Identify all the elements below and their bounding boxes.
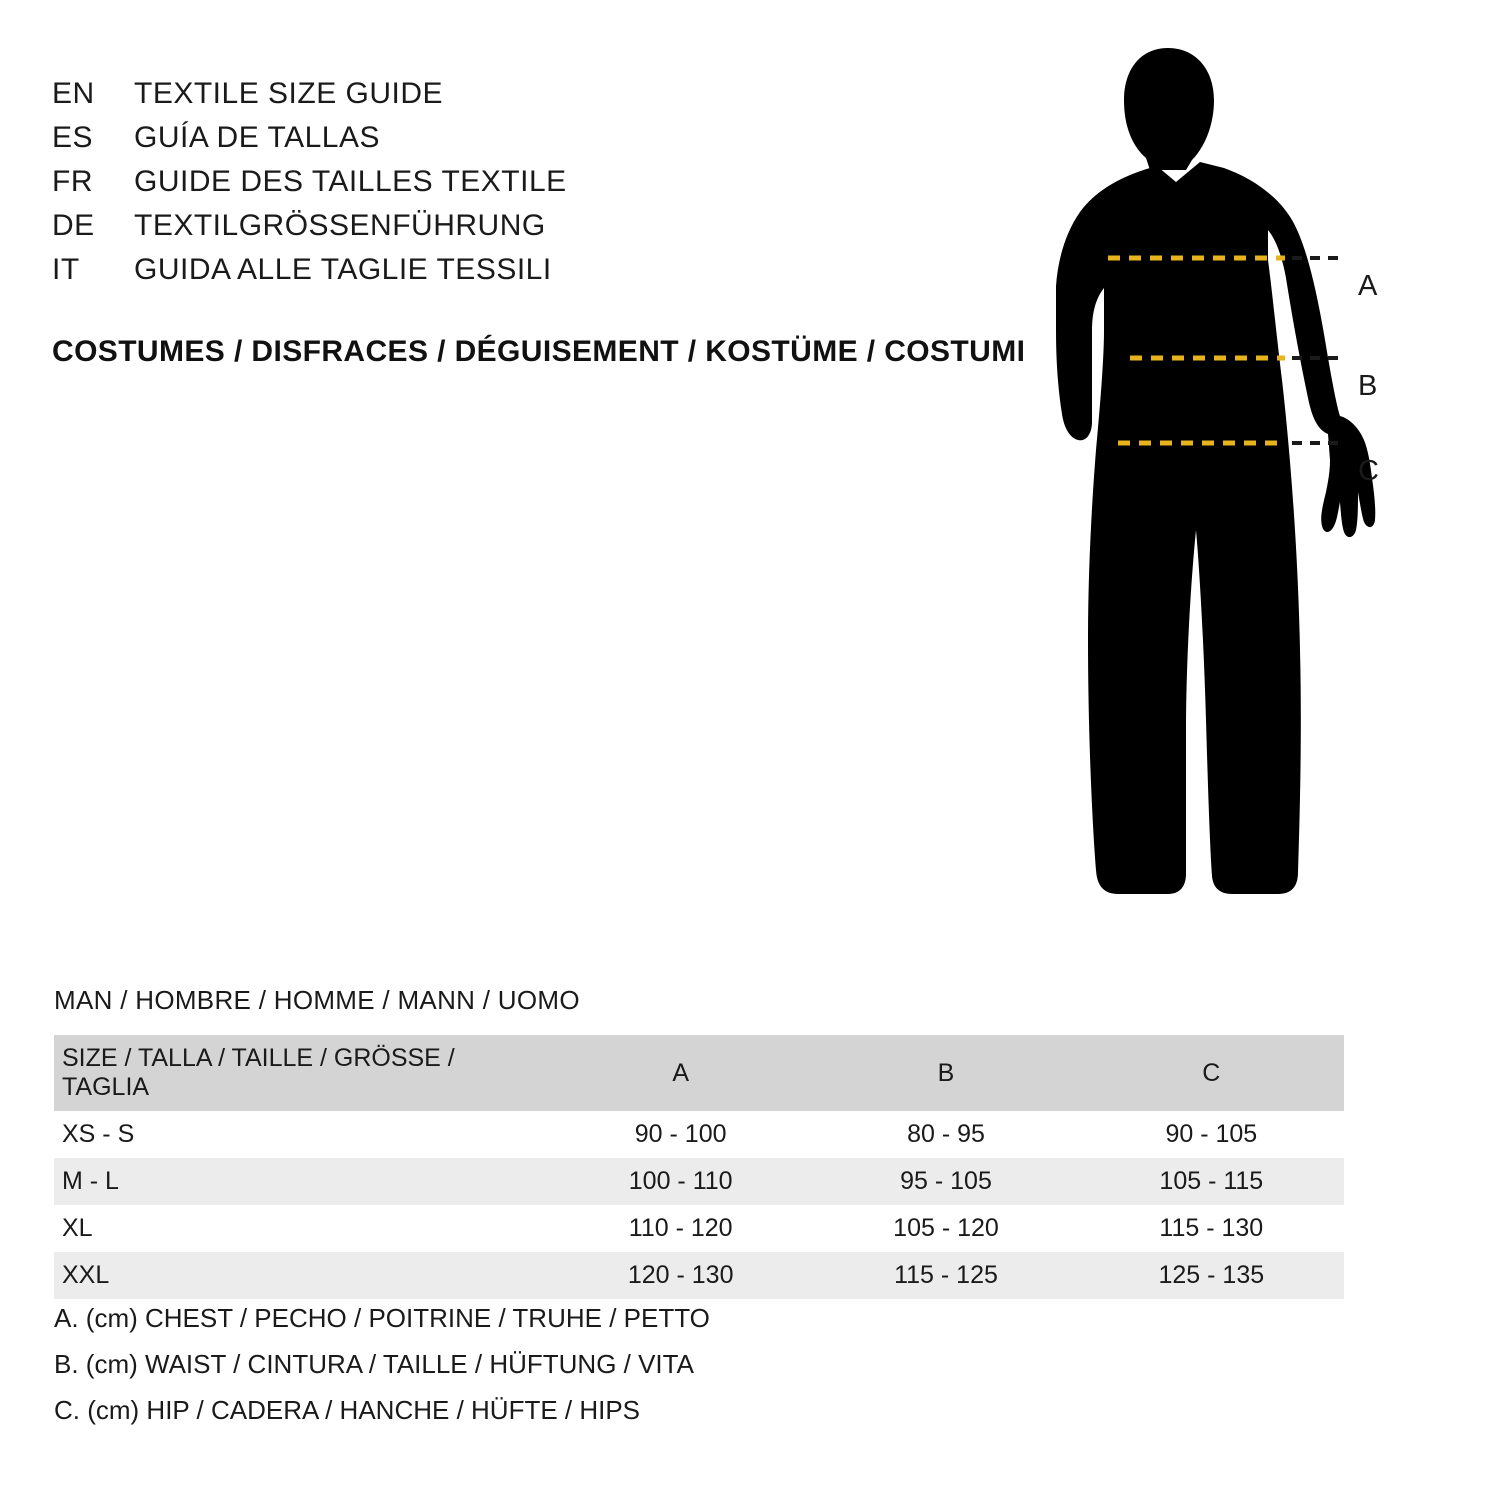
- language-text-de: TEXTILGRÖSSENFÜHRUNG: [134, 209, 546, 242]
- table-row: [54, 1111, 1344, 1158]
- table-header-b: B: [937, 1058, 955, 1087]
- table-cell-b: 95 - 105: [900, 1167, 992, 1195]
- legend-line-b: B. (cm) WAIST / CINTURA / TAILLE / HÜFTUNG / VITA: [54, 1349, 694, 1379]
- costumes-subtitle: COSTUMES / DISFRACES / DÉGUISEMENT / KOSTÜME / COSTUMI: [52, 335, 1026, 368]
- language-text-fr: GUIDE DES TAILLES TEXTILE: [134, 165, 567, 198]
- table-cell-size: XXL: [62, 1261, 110, 1289]
- table-row: [54, 1252, 1344, 1299]
- language-row-de: [52, 204, 952, 248]
- language-text-es: GUÍA DE TALLAS: [134, 121, 380, 154]
- table-cell-a: 120 - 130: [627, 1261, 734, 1289]
- table-cell-a: 90 - 100: [634, 1120, 727, 1148]
- table-header-size: SIZE / TALLA / TAILLE / GRÖSSE / TAGLIA: [62, 1044, 455, 1101]
- table-cell-size: XL: [62, 1214, 93, 1242]
- table-cell-c: 125 - 135: [1158, 1261, 1265, 1289]
- table-row: [54, 1158, 1344, 1205]
- table-cell-c: 105 - 115: [1159, 1167, 1264, 1195]
- language-row-en: [52, 72, 952, 116]
- measure-label-c: C: [1358, 455, 1379, 487]
- table-header-a: A: [672, 1058, 689, 1087]
- table-cell-c: 90 - 105: [1165, 1120, 1258, 1148]
- language-list: [52, 72, 952, 292]
- table-row: [54, 1205, 1344, 1252]
- table-cell-b: 105 - 120: [893, 1214, 999, 1242]
- table-cell-size: M - L: [62, 1167, 119, 1195]
- language-row-es: [52, 116, 952, 160]
- measure-label-a: A: [1358, 270, 1378, 302]
- language-code-it: IT: [52, 253, 80, 286]
- table-cell-size: XS - S: [62, 1120, 135, 1148]
- table-group-title: MAN / HOMBRE / HOMME / MANN / UOMO: [54, 985, 580, 1015]
- table-header-row: [54, 1035, 1344, 1111]
- language-text-en: TEXTILE SIZE GUIDE: [134, 77, 444, 110]
- table-cell-a: 100 - 110: [628, 1167, 733, 1195]
- table-cell-a: 110 - 120: [628, 1214, 733, 1242]
- language-text-it: GUIDA ALLE TAGLIE TESSILI: [134, 253, 552, 286]
- language-code-es: ES: [52, 121, 94, 154]
- language-row-it: [52, 248, 952, 292]
- size-table: [54, 1035, 1344, 1299]
- table-header-c: C: [1202, 1058, 1221, 1087]
- language-code-fr: FR: [52, 165, 93, 198]
- measure-label-b: B: [1358, 370, 1378, 402]
- legend-line-a: A. (cm) CHEST / PECHO / POITRINE / TRUHE / PETTO: [54, 1303, 710, 1333]
- table-cell-b: 80 - 95: [907, 1120, 985, 1148]
- language-code-en: EN: [52, 77, 95, 110]
- language-row-fr: [52, 160, 952, 204]
- figure-illustration: [1000, 30, 1460, 930]
- table-cell-b: 115 - 125: [894, 1261, 998, 1289]
- legend-line-c: C. (cm) HIP / CADERA / HANCHE / HÜFTE / HIPS: [54, 1395, 641, 1425]
- measurement-lines: [1000, 30, 1460, 930]
- table-cell-c: 115 - 130: [1159, 1214, 1264, 1242]
- legend: [54, 1295, 710, 1433]
- language-code-de: DE: [52, 209, 95, 242]
